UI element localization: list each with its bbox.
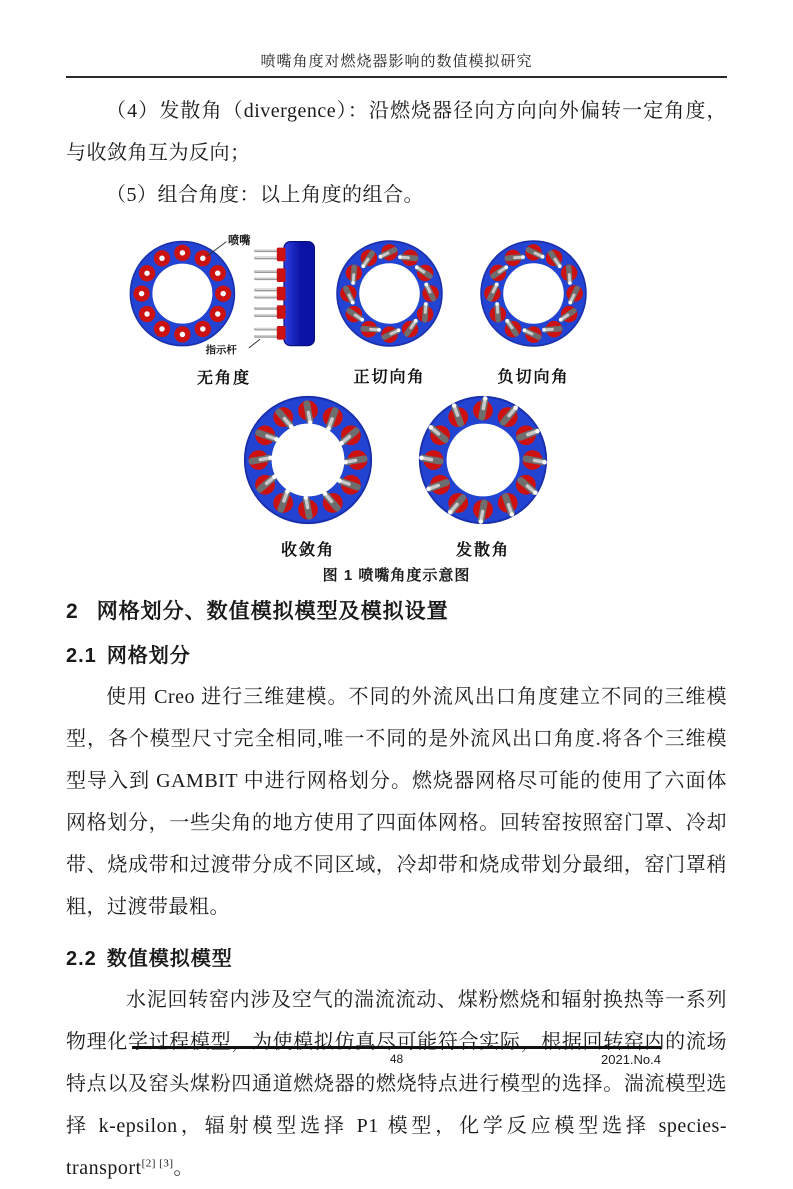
footer-rule (132, 1046, 661, 1049)
diagram-label-divergence: 发散角 (456, 537, 510, 560)
header-rule (66, 76, 727, 78)
section-2-heading (66, 595, 727, 625)
figure-row-1 (124, 224, 727, 388)
diagram-divergence (415, 392, 551, 560)
section-2-2-body-end: 。 (174, 1157, 195, 1179)
diagram-label-convergence: 收敛角 (281, 537, 335, 560)
diagram-label-negative-tangential: 负切向角 (497, 364, 569, 387)
section-2-2-title: 数值模拟模型 (107, 948, 233, 970)
diagram-canvas-0 (124, 224, 324, 361)
diagram-positive-tangential (333, 237, 446, 387)
burner-ring-graphic (415, 392, 551, 528)
footer-row (132, 1052, 661, 1074)
section-2-number: 2 (66, 600, 79, 623)
intro-item-4: （4）发散角（divergence）：沿燃烧器径向方向向外偏转一定角度，与收敛角互为反向； (66, 90, 727, 174)
diagram-canvas-4 (415, 392, 551, 533)
section-2-2-body (66, 979, 727, 1189)
section-2-1-body: 使用 Creo 进行三维建模。不同的外流风出口角度建立不同的三维模型，各个模型尺寸完全相同,唯一不同的是外流风出口角度.将各个三维模型导入到 GAMBIT 中进行网格划分。燃烧器网格尽可能的使用了六面体网格划分，一些尖角的地方使用了四面体网格。回转窑按照窑门罩、冷却带、烧成带和过渡带分成不同区域，冷却带和烧成带划分最细，窑门罩稍粗，过渡带最粗。 (66, 676, 727, 928)
paper-page (66, 0, 727, 1122)
section-2-title: 网格划分、数值模拟模型及模拟设置 (97, 600, 449, 623)
burner-ring-graphic (124, 224, 324, 356)
issue-label: 2021.No.4 (601, 1052, 661, 1067)
section-2-2-number: 2.2 (66, 948, 97, 970)
diagram-convergence (240, 392, 376, 560)
diagram-canvas-1 (333, 237, 446, 355)
running-header (66, 0, 727, 78)
diagram-no-angle (124, 224, 324, 388)
figure-caption: 图 1 喷嘴角度示意图 (66, 564, 727, 585)
running-header-title: 喷嘴角度对燃烧器影响的数值模拟研究 (66, 50, 727, 71)
svg-text:指示杆: 指示杆 (205, 344, 238, 356)
diagram-negative-tangential (477, 237, 590, 387)
svg-text:喷嘴: 喷嘴 (228, 233, 250, 247)
section-2-1-heading (66, 639, 727, 668)
diagram-canvas-2 (477, 237, 590, 355)
page-footer (132, 1046, 661, 1074)
burner-ring-graphic (333, 237, 446, 350)
diagram-label-positive-tangential: 正切向角 (353, 364, 425, 387)
diagram-label-no-angle: 无角度 (197, 365, 251, 388)
section-2-2-heading (66, 942, 727, 971)
burner-ring-graphic (240, 392, 376, 528)
section-2-1-number: 2.1 (66, 645, 97, 667)
figure-1 (66, 224, 727, 585)
section-2-1-title: 网格划分 (107, 645, 191, 667)
figure-row-2 (240, 392, 727, 560)
section-2-2-body-text: 水泥回转窑内涉及空气的湍流流动、煤粉燃烧和辐射换热等一系列物理化学过程模型，为使模拟仿真尽可能符合实际，根据回转窑内的流场特点以及窑头煤粉四通道燃烧器的燃烧特点进行模型的选择。湍流模型选择 k-epsilon，辐射模型选择 P1 模型，化学反应模型选择 species-transport (66, 989, 727, 1179)
diagram-canvas-3 (240, 392, 376, 533)
burner-ring-graphic (477, 237, 590, 350)
intro-item-5: （5）组合角度：以上角度的组合。 (66, 174, 727, 216)
page-number: 48 (132, 1052, 661, 1066)
citation-marker: [2] [3] (142, 1157, 174, 1169)
